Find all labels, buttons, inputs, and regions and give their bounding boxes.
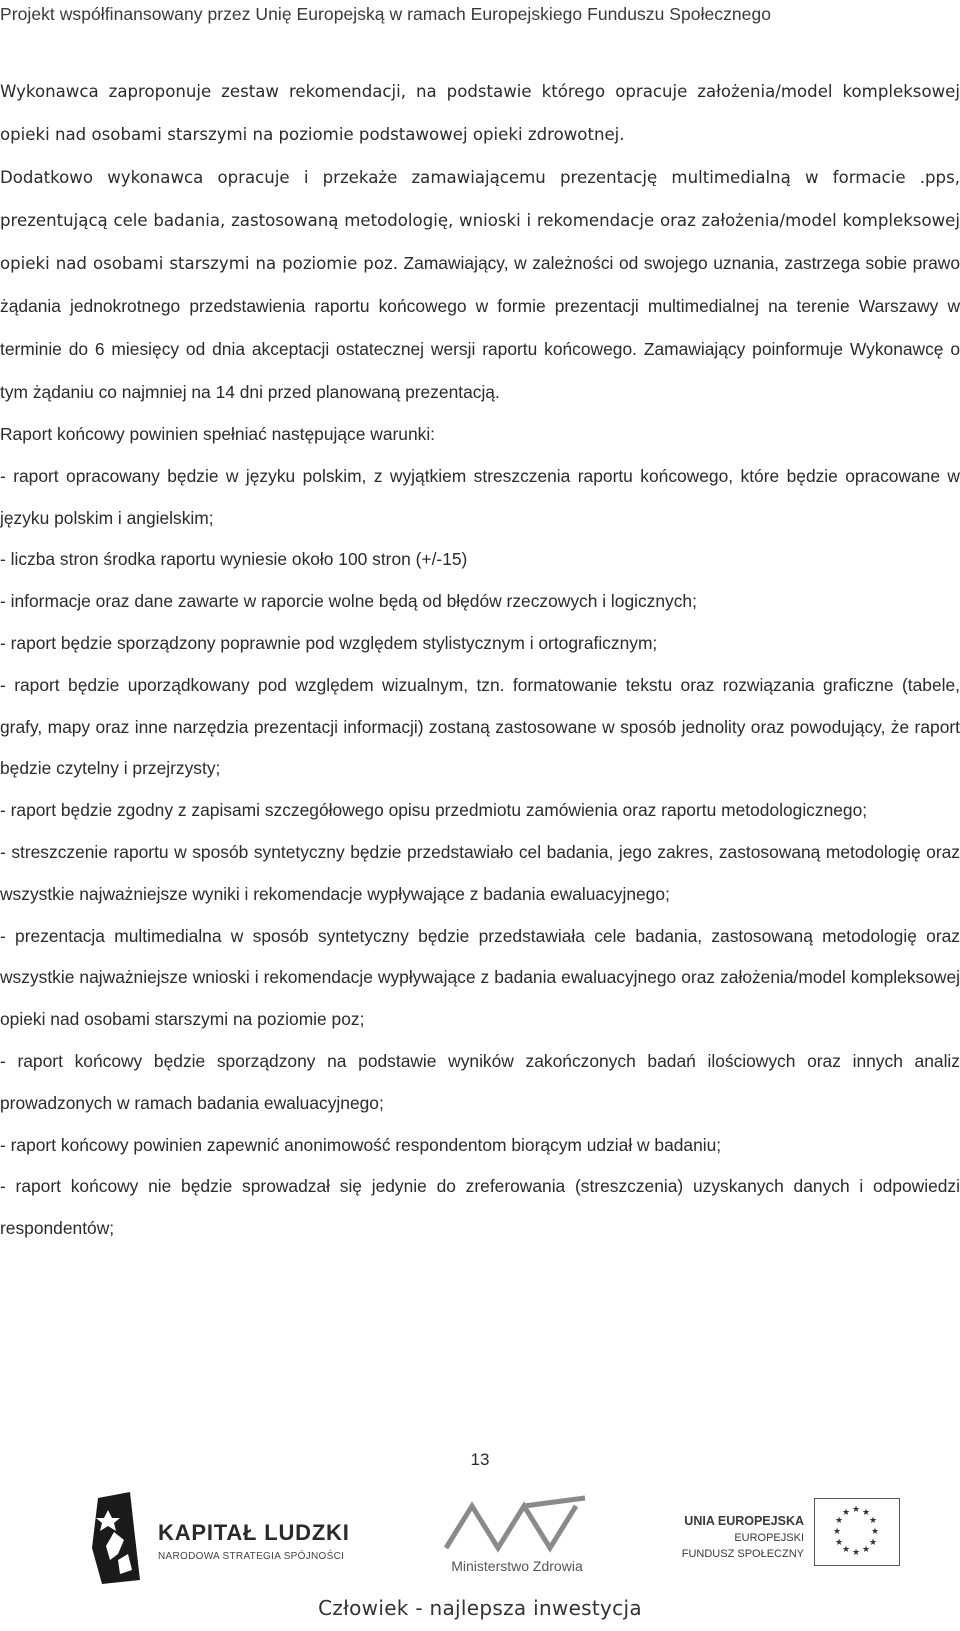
ministerstwo-zdrowia-name: Ministerstwo Zdrowia	[451, 1558, 583, 1574]
list-item-errors: - informacje oraz dane zawarte w raporcie wolne będą od błędów rzeczowych i logicznych;	[0, 591, 697, 612]
svg-text:★: ★	[832, 1527, 842, 1537]
kapital-ludzki-subtitle: NARODOWA STRATEGIA SPÓJNOŚCI	[158, 1551, 345, 1562]
paragraph-presentation-part-a: Dodatkowo wykonawca opracuje i przekaże zamawiającemu prezentację multimedialną w formacie .pps, prezentującą cele badania, zastosowaną metodologię, wnioski i rekomendacje oraz założenia/model kompleksowej opieki nad osobami starszymi na poziomie poz.	[0, 168, 960, 273]
list-item-visual: - raport będzie uporządkowany pod względem wizualnym, tzn. formatowanie tekstu oraz rozwiązania graficzne (tabele, grafy, mapy oraz inne narzędzia prezentacji informacji) zostaną zastosowane w sposób jednolity oraz powodujący, że raport będzie czytelny i przejrzysty;	[0, 674, 960, 779]
footer-logos	[0, 1488, 960, 1588]
list-item-basis: - raport końcowy będzie sporządzony na podstawie wyników zakończonych badań ilościowych oraz innych analiz prowadzonych w ramach badania ewaluacyjnego;	[0, 1050, 960, 1113]
eu-flag-icon	[814, 1498, 900, 1566]
list-item-multimedia: - prezentacja multimedialna w sposób syntetyczny będzie przedstawiała cele badania, zastosowaną metodologię oraz wszystkie najważniejsze wnioski i rekomendacje wypływające z badania ewaluacyjnego oraz założenia/model kompleksowej opieki nad osobami starszymi na poziomie poz;	[0, 925, 960, 1030]
page-header: Projekt współfinansowany przez Unię Europejską w ramach Europejskiego Funduszu Społecznego	[0, 4, 772, 24]
page-number: 13	[470, 1450, 490, 1469]
kapital-ludzki-emblem-icon	[88, 1488, 148, 1588]
list-item-anonymity: - raport końcowy powinien zapewnić anonimowość respondentom biorącym udział w badaniu;	[0, 1134, 722, 1155]
list-item-language: - raport opracowany będzie w języku polskim, z wyjątkiem streszczenia raportu końcowego, które będzie opracowane w języku polskim i angielskim;	[0, 465, 960, 528]
kapital-ludzki-name: KAPITAŁ LUDZKI	[158, 1520, 350, 1545]
paragraph-recommendations: Wykonawca zaproponuje zestaw rekomendacji, na podstawie którego opracuje założenia/model kompleksowej opieki nad osobami starszymi na poziomie podstawowej opieki zdrowotnej.	[0, 82, 960, 144]
svg-text:★: ★	[870, 1527, 880, 1537]
list-item-analysis: - raport końcowy nie będzie sprowadzał się jedynie do zreferowania (streszczenia) uzyskanych danych i odpowiedzi respondentów;	[0, 1176, 960, 1239]
svg-text:★: ★	[868, 1516, 878, 1526]
svg-text:★: ★	[834, 1538, 844, 1548]
ue-line-1: UNIA EUROPEJSKA	[684, 1514, 804, 1528]
ue-line-2: EUROPEJSKI	[734, 1532, 804, 1544]
ue-text-block	[670, 1512, 804, 1562]
svg-text:★: ★	[861, 1508, 871, 1518]
ministerstwo-zdrowia-logo	[440, 1488, 590, 1588]
ue-line-3: FUNDUSZ SPOŁECZNY	[681, 1548, 804, 1560]
unia-europejska-logo	[670, 1488, 930, 1588]
list-item-compliance: - raport będzie zgodny z zapisami szczegółowego opisu przedmiotu zamówienia oraz raportu metodologicznego;	[0, 800, 868, 821]
footer-slogan: Człowiek - najlepsza inwestycja	[318, 1596, 642, 1620]
svg-text:★: ★	[851, 1548, 861, 1558]
list-item-page-count: - liczba stron środka raportu wyniesie około 100 stron (+/-15)	[0, 549, 468, 570]
list-item-style: - raport będzie sporządzony poprawnie pod względem stylistycznym i ortograficznym;	[0, 632, 658, 653]
svg-text:★: ★	[868, 1538, 878, 1548]
paragraph-presentation	[0, 156, 960, 414]
svg-text:★: ★	[841, 1545, 851, 1555]
svg-text:★: ★	[851, 1505, 861, 1515]
svg-text:★: ★	[841, 1508, 851, 1518]
ministerstwo-zdrowia-emblem-icon	[440, 1488, 590, 1558]
list-item-summary: - streszczenie raportu w sposób syntetyczny będzie przedstawiało cel badania, jego zakres, zastosowaną metodologię oraz wszystkie najważniejsze wyniki i rekomendacje wypływające z badania ewaluacyjnego;	[0, 841, 960, 904]
paragraph-conditions-intro: Raport końcowy powinien spełniać następujące warunki:	[0, 424, 436, 444]
document-body	[0, 70, 960, 1250]
paragraph-presentation-part-b: Zamawiający, w zależności od swojego uznania, zastrzega sobie prawo żądania jednokrotnego przedstawienia raportu końcowego w formie prezentacji multimedialnej na terenie Warszawy w terminie do 6 miesięcy od dnia akceptacji ostatecznej wersji raportu końcowego. Zamawiający poinformuje Wykonawcę o tym żądaniu co najmniej na 14 dni przed planowaną prezentacją.	[0, 253, 960, 402]
svg-text:★: ★	[861, 1545, 871, 1555]
kapital-ludzki-logo	[88, 1488, 388, 1588]
svg-text:★: ★	[834, 1516, 844, 1526]
